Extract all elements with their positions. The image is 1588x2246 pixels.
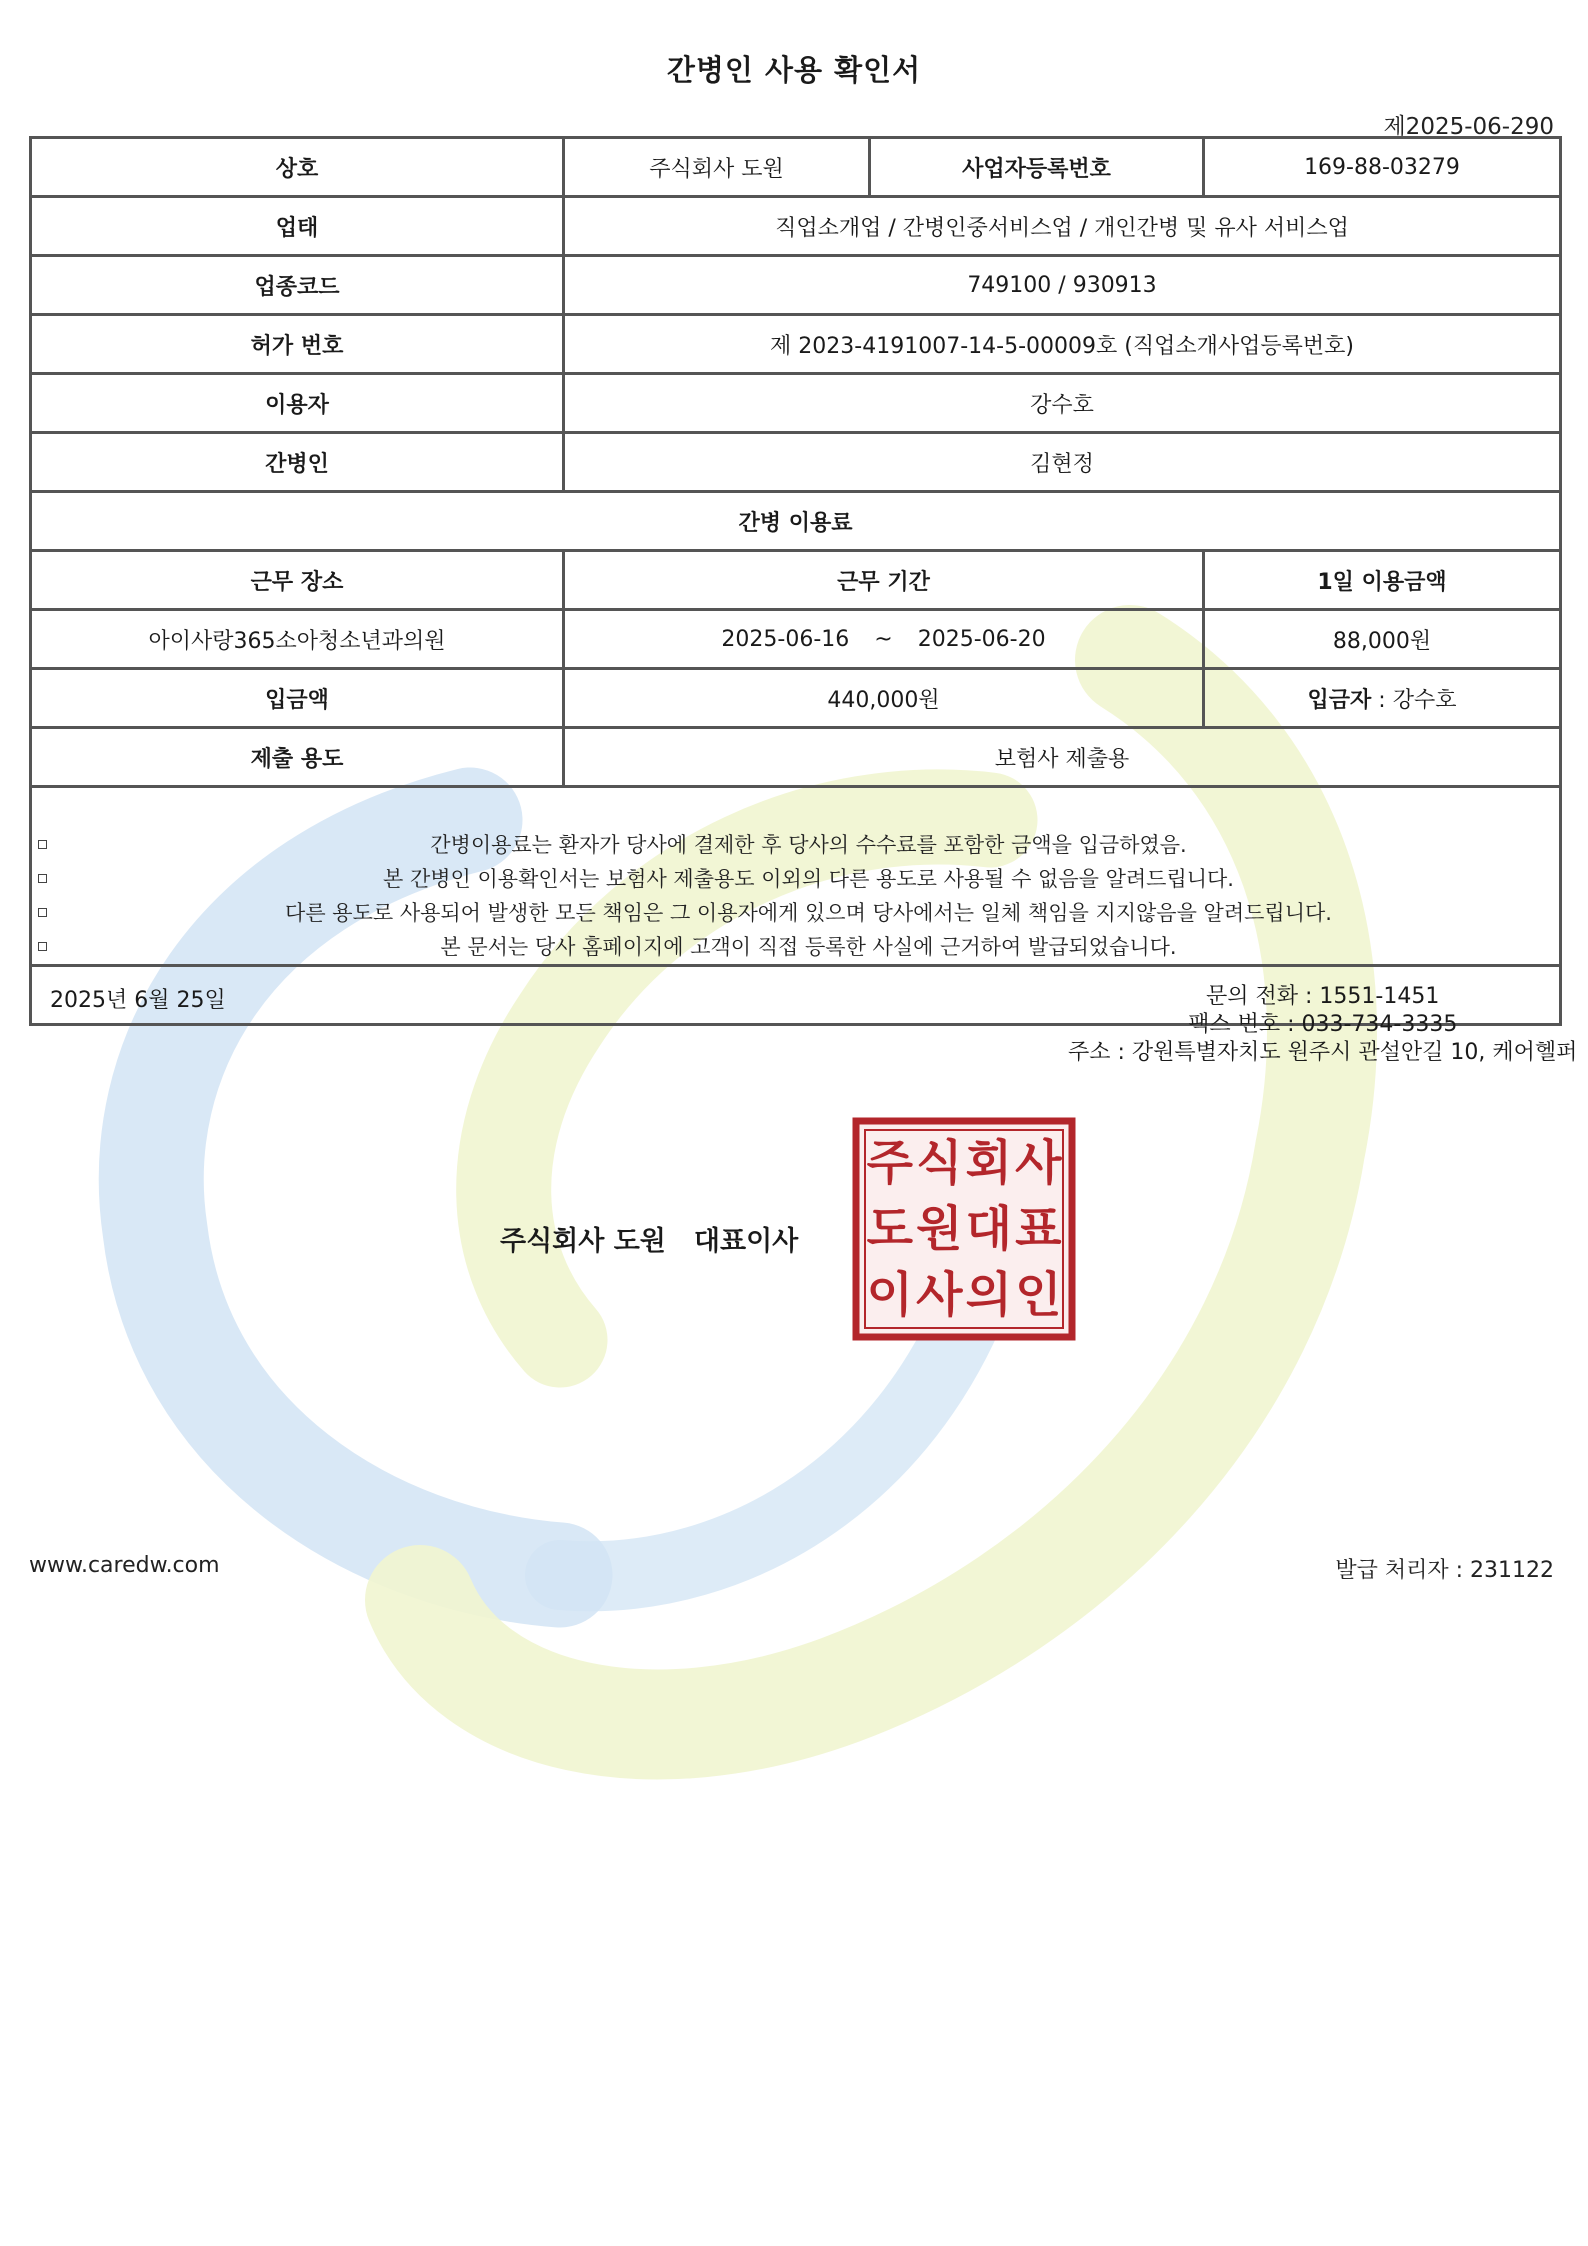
period-end: 2025-06-20 xyxy=(917,626,1046,652)
seal-character: 원 xyxy=(916,1201,963,1257)
signature-line xyxy=(500,1219,798,1258)
work-place-value: 아이사랑365소아청소년과의원 xyxy=(31,610,564,669)
confirmation-table xyxy=(29,136,1578,1323)
seal-character: 도 xyxy=(866,1201,913,1257)
note-item xyxy=(38,862,1553,896)
row-notes xyxy=(31,787,1561,966)
signature-company: 주식회사 도원 xyxy=(500,1226,666,1257)
company-label: 상호 xyxy=(31,138,564,197)
contact-address: 주소 : 강원특별자치도 원주시 관설안길 10, 케어헬퍼 xyxy=(1068,1040,1578,1065)
work-period-value xyxy=(564,610,1204,669)
note-text: 본 간병인 이용확인서는 보험사 제출용도 이외의 다른 용도로 사용될 수 없음을 알려드립니다. xyxy=(383,867,1234,891)
note-text: 간병이용료는 환자가 당사에 결제한 후 당사의 수수료를 포함한 금액을 입금하였음. xyxy=(430,833,1187,857)
row-purpose xyxy=(31,728,1561,787)
square-bullet-icon xyxy=(38,942,47,951)
deposit-value: 440,000원 xyxy=(564,669,1204,728)
fee-section-title: 간병 이용료 xyxy=(31,492,1561,551)
row-fee-title xyxy=(31,492,1561,551)
row-industry-code xyxy=(31,256,1561,315)
square-bullet-icon xyxy=(38,908,47,917)
seal-character: 식 xyxy=(916,1135,963,1191)
industry-code-value: 749100 / 930913 xyxy=(564,256,1561,315)
note-item xyxy=(38,828,1553,862)
notes-cell xyxy=(31,787,1561,966)
document-number: 제2025-06-290 xyxy=(1383,114,1554,140)
issuer-id: 발급 처리자 : 231122 xyxy=(1335,1558,1554,1583)
reg-number-label: 사업자등록번호 xyxy=(870,138,1204,197)
period-separator: ~ xyxy=(874,626,893,652)
seal-character: 표 xyxy=(1015,1201,1062,1257)
seal-character: 이 xyxy=(866,1267,913,1323)
row-deposit xyxy=(31,669,1561,728)
square-bullet-icon xyxy=(38,840,47,849)
business-type-label: 업태 xyxy=(31,197,564,256)
seal-character: 대 xyxy=(965,1201,1012,1257)
row-business-type xyxy=(31,197,1561,256)
user-value: 강수호 xyxy=(564,374,1561,433)
seal-character: 인 xyxy=(1015,1267,1062,1323)
daily-fee-value: 88,000원 xyxy=(1204,610,1561,669)
seal-character: 사 xyxy=(1015,1135,1062,1191)
note-text: 다른 용도로 사용되어 발생한 모든 책임은 그 이용자에게 있으며 당사에서는 일체 책임을 지지않음을 알려드립니다. xyxy=(285,901,1332,925)
seal-character: 사 xyxy=(916,1267,963,1323)
seal-character: 주 xyxy=(866,1135,913,1191)
permit-value: 제 2023-4191007-14-5-00009호 (직업소개사업등록번호) xyxy=(564,315,1561,374)
period-start: 2025-06-16 xyxy=(721,626,850,652)
document-title: 간병인 사용 확인서 xyxy=(666,53,922,87)
purpose-value: 보험사 제출용 xyxy=(564,728,1561,787)
row-footer xyxy=(31,966,1561,1025)
deposit-label: 입금액 xyxy=(31,669,564,728)
seal-character: 의 xyxy=(965,1267,1012,1323)
work-period-label: 근무 기간 xyxy=(564,551,1204,610)
depositor-cell xyxy=(1204,669,1561,728)
note-item xyxy=(38,896,1553,930)
purpose-label: 제출 용도 xyxy=(31,728,564,787)
row-user xyxy=(31,374,1561,433)
note-text: 본 문서는 당사 홈페이지에 고객이 직접 등록한 사실에 근거하여 발급되었습니다. xyxy=(440,935,1177,959)
signature-title: 대표이사 xyxy=(693,1226,799,1257)
depositor-separator: : xyxy=(1371,687,1393,713)
contact-info xyxy=(1068,983,1577,1067)
square-bullet-icon xyxy=(38,874,47,883)
website-url: www.caredw.com xyxy=(29,1553,220,1578)
notes-list xyxy=(38,828,1553,964)
depositor-value: 강수호 xyxy=(1392,687,1457,713)
work-place-label: 근무 장소 xyxy=(31,551,564,610)
issue-date: 2025년 6월 25일 xyxy=(50,988,226,1013)
business-type-value: 직업소개업 / 간병인중서비스업 / 개인간병 및 유사 서비스업 xyxy=(564,197,1561,256)
company-seal-stamp xyxy=(852,1117,1076,1341)
contact-fax: 팩스 번호 : 033-734-3335 xyxy=(1188,1012,1458,1037)
daily-fee-label: 1일 이용금액 xyxy=(1204,551,1561,610)
company-value: 주식회사 도원 xyxy=(564,138,870,197)
caregiver-value: 김현정 xyxy=(564,433,1561,492)
note-item xyxy=(38,930,1553,964)
user-label: 이용자 xyxy=(31,374,564,433)
depositor-label: 입금자 xyxy=(1307,687,1372,713)
row-company xyxy=(31,138,1561,197)
footer-cell xyxy=(31,966,1578,1323)
row-fee-headers xyxy=(31,551,1561,610)
seal-character: 회 xyxy=(965,1135,1012,1191)
reg-number-value: 169-88-03279 xyxy=(1204,138,1561,197)
caregiver-label: 간병인 xyxy=(31,433,564,492)
row-permit xyxy=(31,315,1561,374)
industry-code-label: 업종코드 xyxy=(31,256,564,315)
row-caregiver xyxy=(31,433,1561,492)
row-fee-values xyxy=(31,610,1561,669)
contact-phone: 문의 전화 : 1551-1451 xyxy=(1206,984,1440,1009)
permit-label: 허가 번호 xyxy=(31,315,564,374)
